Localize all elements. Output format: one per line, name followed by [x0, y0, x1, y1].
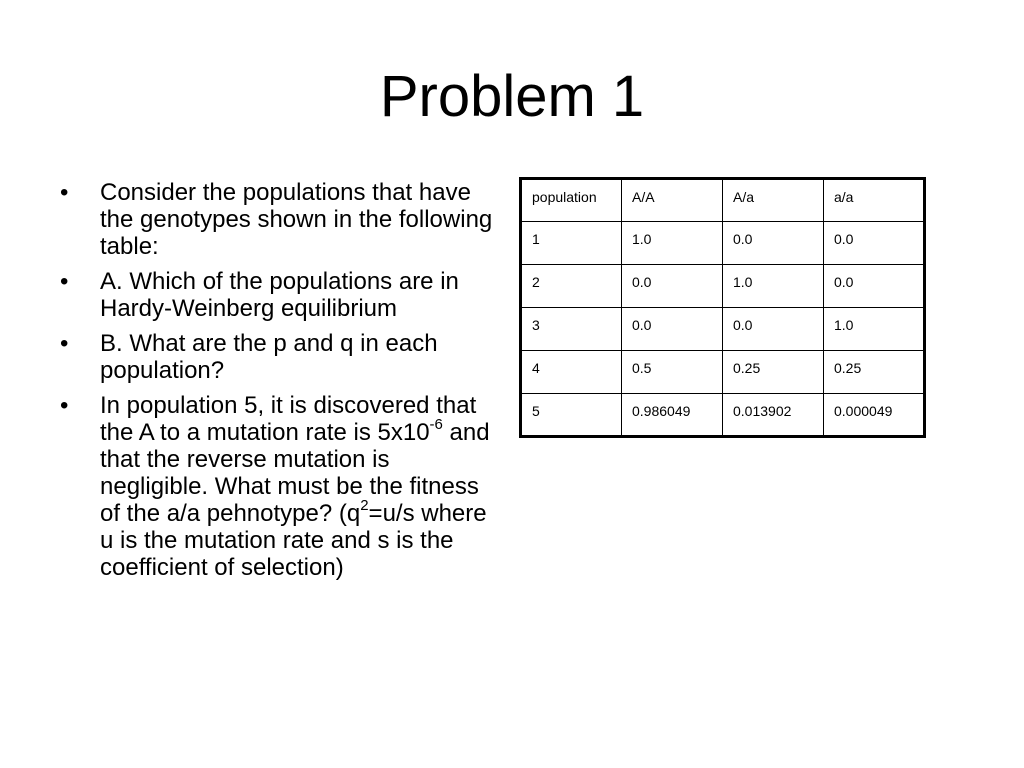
- bullet-item: [58, 179, 498, 260]
- table-row: [521, 351, 925, 394]
- table-cell: 2: [521, 265, 622, 308]
- table-cell: 0.013902: [723, 394, 824, 437]
- table-cell: 5: [521, 394, 622, 437]
- table-row: [521, 265, 925, 308]
- superscript-exponent: 2: [360, 497, 369, 514]
- bullet-dot: •: [60, 179, 69, 206]
- bullet-text-part: In population 5, it is discovered that the A to a mutation rate is 5x10: [100, 392, 477, 446]
- table-row: [521, 308, 925, 351]
- bullet-text: B. What are the p and q in each population?: [100, 330, 438, 384]
- bullet-dot: •: [60, 392, 69, 419]
- bullet-text-part: =u/s where u is the mutation rate and s is the coefficient of selection): [100, 500, 487, 581]
- table-header-cell: A/A: [622, 179, 723, 222]
- bullet-dot: •: [60, 330, 69, 357]
- genotype-table: [519, 177, 926, 438]
- bullet-item: [58, 330, 498, 384]
- table-cell: 0.0: [824, 222, 925, 265]
- table-header-cell: a/a: [824, 179, 925, 222]
- bullet-text: A. Which of the populations are in Hardy-Weinberg equilibrium: [100, 268, 459, 322]
- bullet-item: [58, 392, 498, 581]
- table-cell: 0.000049: [824, 394, 925, 437]
- table-cell: 0.0: [824, 265, 925, 308]
- bullet-text: Consider the populations that have the genotypes shown in the following table:: [100, 179, 493, 260]
- table-row: [521, 222, 925, 265]
- slide-title: Problem 1: [379, 64, 645, 129]
- table-cell: 0.0: [723, 308, 824, 351]
- table-header-cell: population: [521, 179, 622, 222]
- table-cell: 1: [521, 222, 622, 265]
- table-cell: 0.25: [824, 351, 925, 394]
- table-cell: 0.25: [723, 351, 824, 394]
- table-cell: 0.0: [723, 222, 824, 265]
- table-cell: 4: [521, 351, 622, 394]
- bullet-text: [100, 392, 490, 581]
- table-cell: 0.5: [622, 351, 723, 394]
- table-cell: 0.986049: [622, 394, 723, 437]
- table-header-cell: A/a: [723, 179, 824, 222]
- table-cell: 0.0: [622, 308, 723, 351]
- table-cell: 3: [521, 308, 622, 351]
- table-cell: 1.0: [824, 308, 925, 351]
- bullet-text-part: and that the reverse mutation is negligible. What must be the fitness of the a/a pehnotype? (q: [100, 419, 490, 527]
- table-row: [521, 394, 925, 437]
- superscript-exponent: -6: [429, 416, 443, 433]
- table-cell: 1.0: [622, 222, 723, 265]
- table-header-row: [521, 179, 925, 222]
- table-cell: 0.0: [622, 265, 723, 308]
- table-cell: 1.0: [723, 265, 824, 308]
- bullet-item: [58, 268, 498, 322]
- bullet-list: [58, 179, 498, 589]
- bullet-dot: •: [60, 268, 69, 295]
